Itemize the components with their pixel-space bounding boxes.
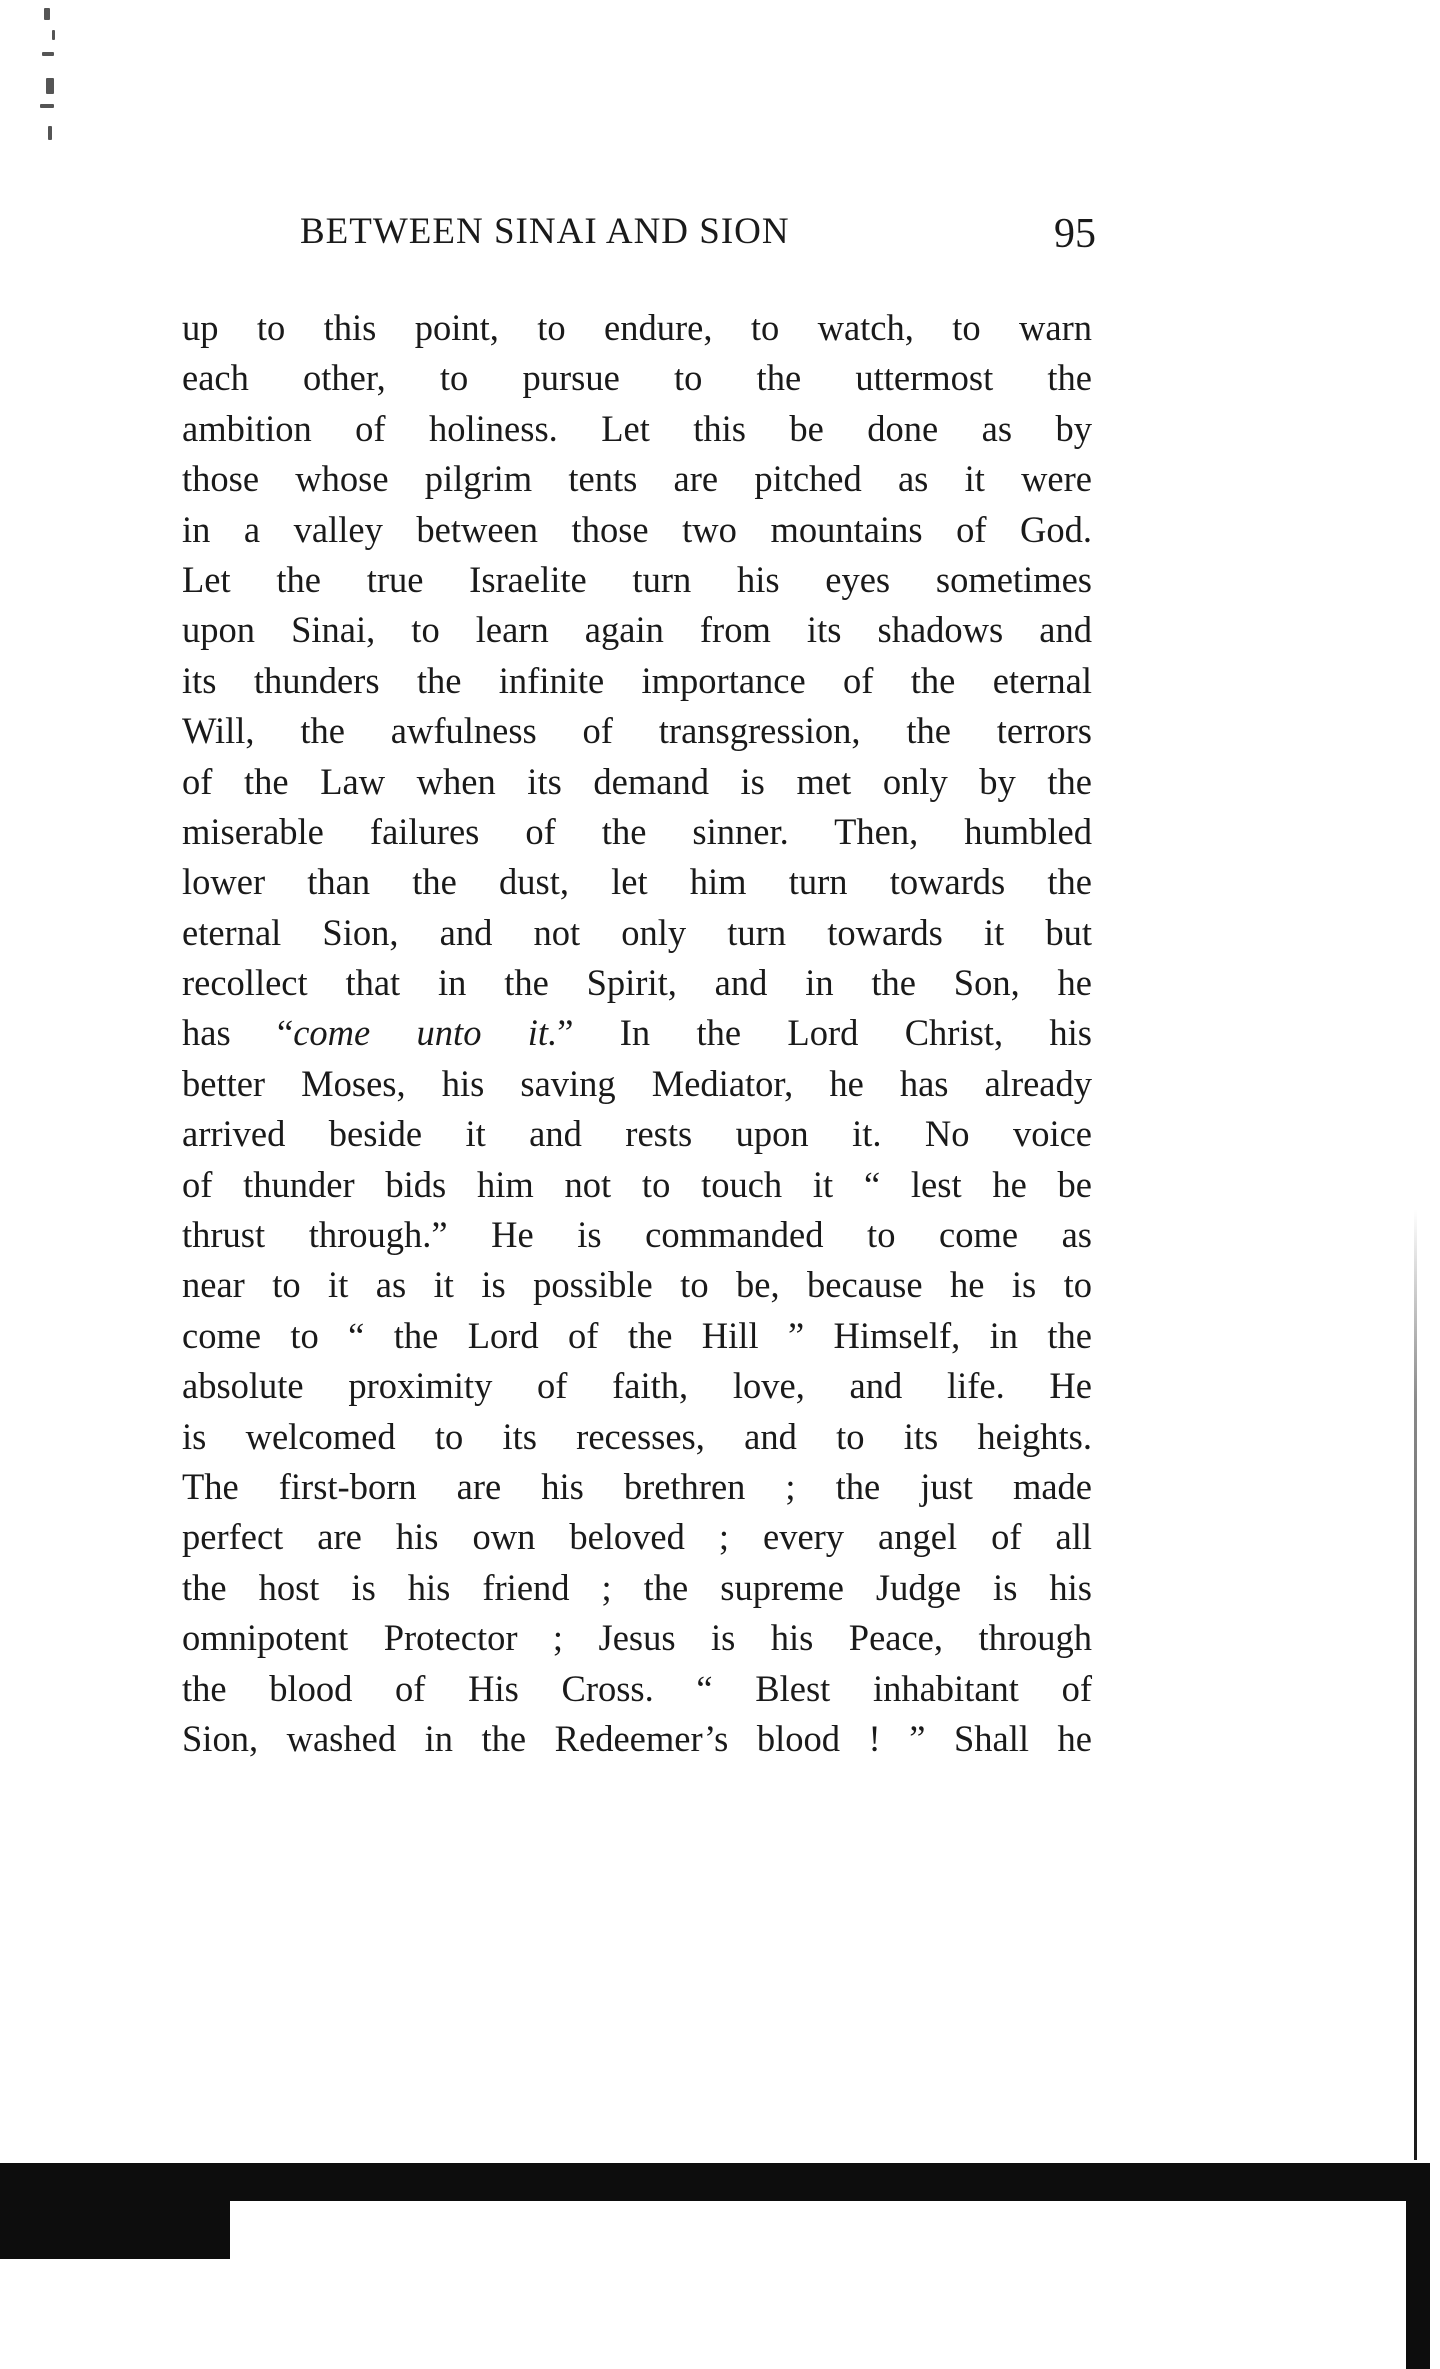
running-title: BETWEEN SINAI AND SION bbox=[300, 211, 790, 252]
scan-speck-cluster bbox=[38, 0, 78, 160]
scan-speck bbox=[48, 126, 52, 140]
text-line: the blood of His Cross. “ Blest inhabitant of bbox=[182, 1667, 1092, 1709]
text-line: of the Law when its demand is met only by the bbox=[182, 760, 1092, 802]
text-line: thrust through.” He is commanded to come as bbox=[182, 1214, 1092, 1256]
text-line: recollect that in the Spirit, and in the Son, he bbox=[182, 962, 1092, 1004]
text-line: eternal Sion, and not only turn towards it but bbox=[182, 911, 1092, 953]
scan-border-block-right bbox=[1406, 2163, 1430, 2369]
text-segment: has “ bbox=[182, 1012, 294, 1054]
text-line: Sion, washed in the Redeemer’s blood ! ” Shall he bbox=[182, 1717, 1092, 1759]
running-header bbox=[300, 210, 1096, 266]
text-line: omnipotent Protector ; Jesus is his Peace, through bbox=[182, 1617, 1092, 1659]
text-line: the host is his friend ; the supreme Judge is his bbox=[182, 1566, 1092, 1608]
scan-speck bbox=[44, 8, 50, 20]
text-line: miserable failures of the sinner. Then, humbled bbox=[182, 810, 1092, 852]
scan-edge-shadow bbox=[1414, 1210, 1417, 2160]
text-line: Let the true Israelite turn his eyes sometimes bbox=[182, 558, 1092, 600]
text-line: arrived beside it and rests upon it. No voice bbox=[182, 1113, 1092, 1155]
body-paragraph bbox=[182, 303, 1092, 1764]
text-line: better Moses, his saving Mediator, he has already bbox=[182, 1062, 1092, 1104]
text-line-with-italic bbox=[182, 1008, 1092, 1058]
text-segment: ” In the Lord Christ, his bbox=[557, 1012, 1093, 1054]
text-line: Will, the awfulness of transgression, the terrors bbox=[182, 710, 1092, 752]
page-number: 95 bbox=[1054, 211, 1096, 257]
text-line: is welcomed to its recesses, and to its heights. bbox=[182, 1415, 1092, 1457]
text-line: upon Sinai, to learn again from its shadows and bbox=[182, 609, 1092, 651]
text-line: near to it as it is possible to be, because he is to bbox=[182, 1264, 1092, 1306]
text-line: ambition of holiness. Let this be done as by bbox=[182, 407, 1092, 449]
text-line: those whose pilgrim tents are pitched as it were bbox=[182, 458, 1092, 500]
text-line: each other, to pursue to the uttermost the bbox=[182, 357, 1092, 399]
text-line: absolute proximity of faith, love, and life. He bbox=[182, 1365, 1092, 1407]
text-line: come to “ the Lord of the Hill ” Himself, in the bbox=[182, 1314, 1092, 1356]
text-line: up to this point, to endure, to watch, to warn bbox=[182, 307, 1092, 348]
scan-border-block-left bbox=[0, 2163, 230, 2259]
text-line: its thunders the infinite importance of the eternal bbox=[182, 659, 1092, 701]
scan-speck bbox=[42, 52, 54, 56]
scan-speck bbox=[46, 78, 54, 94]
italic-quote: come unto it. bbox=[293, 1012, 558, 1054]
text-line: in a valley between those two mountains of God. bbox=[182, 508, 1092, 550]
scan-speck bbox=[52, 30, 55, 40]
text-line: of thunder bids him not to touch it “ lest he be bbox=[182, 1163, 1092, 1205]
text-line: perfect are his own beloved ; every angel of all bbox=[182, 1516, 1092, 1558]
text-line: lower than the dust, let him turn towards the bbox=[182, 861, 1092, 903]
scan-speck bbox=[40, 104, 54, 108]
text-line: The first-born are his brethren ; the just made bbox=[182, 1465, 1092, 1507]
